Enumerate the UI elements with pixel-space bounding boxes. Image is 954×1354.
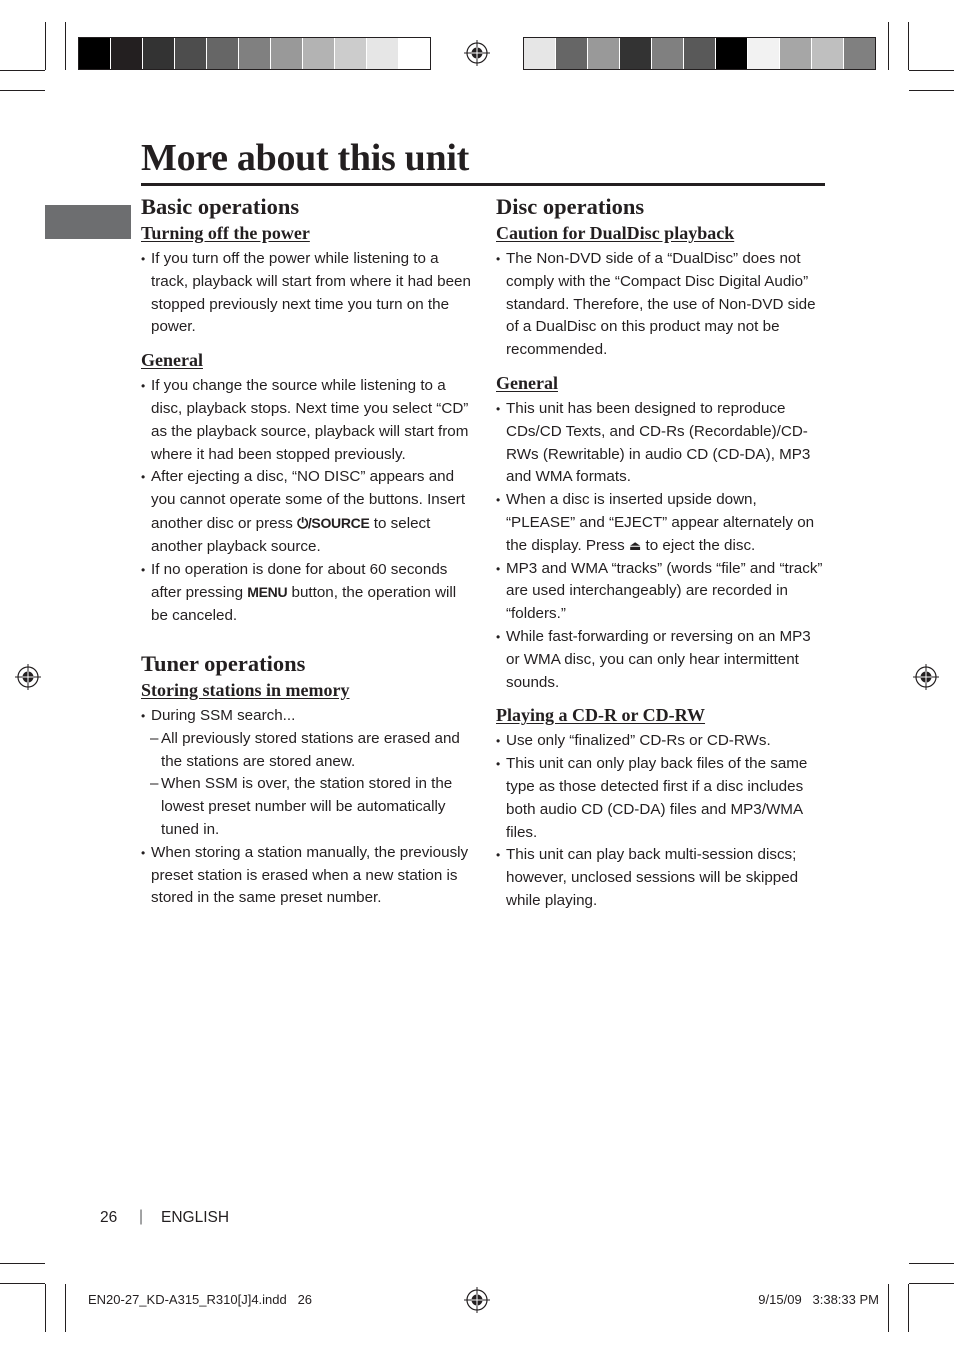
subheading-general: General: [496, 372, 558, 393]
slug-file-info: EN20-27_KD-A315_R310[J]4.indd 26: [88, 1292, 313, 1307]
color-swatch: [111, 38, 143, 69]
registration-mark-icon: [15, 664, 41, 690]
crop-mark: [888, 22, 889, 70]
bullet-item: • While fast-forwarding or reversing on an MP3 or WMA disc, you can only hear intermittent sounds.: [496, 626, 828, 694]
color-swatch: [588, 38, 620, 69]
bullet-text: to select another playback source.: [151, 514, 431, 555]
language-side-tab: [45, 205, 131, 239]
color-swatch: [367, 38, 399, 69]
color-swatch: [844, 38, 875, 69]
color-swatch: [239, 38, 271, 69]
registration-mark-icon: [464, 1287, 490, 1313]
crop-mark: [45, 22, 46, 70]
footer-language: ENGLISH: [161, 1209, 230, 1226]
bullet-list: [496, 730, 828, 912]
color-swatch: [399, 38, 430, 69]
color-swatch: [175, 38, 207, 69]
crop-mark: [0, 70, 45, 71]
subheading-turning-off-power: Turning off the power: [141, 223, 310, 243]
crop-mark: [65, 22, 66, 70]
bullet-item: • During SSM search...: [141, 705, 473, 728]
crop-mark: [909, 70, 954, 71]
color-swatch: [271, 38, 303, 69]
crop-mark: [888, 1284, 889, 1332]
dash-item: – All previously stored stations are erased and the stations are stored anew.: [141, 728, 473, 774]
title-rule: [141, 183, 825, 186]
eject-icon: ⏏: [628, 537, 642, 553]
color-swatch: [812, 38, 844, 69]
color-swatch: [748, 38, 780, 69]
bullet-list: [141, 375, 473, 628]
subheading-dualdisc-caution: Caution for DualDisc playback: [496, 223, 735, 243]
color-swatch: [620, 38, 652, 69]
slug-date-info: 9/15/09 3:38:33 PM: [758, 1292, 879, 1307]
registration-mark-icon: [913, 664, 939, 690]
bullet-list: [141, 248, 473, 339]
crop-mark: [0, 1263, 45, 1264]
bullet-item: [141, 466, 473, 558]
subheading-storing-stations: Storing stations in memory: [141, 679, 350, 700]
bullet-list: [496, 398, 828, 694]
color-calibration-bar-left: [78, 37, 431, 70]
section-heading-disc-operations: Disc operations: [496, 194, 645, 219]
bullet-text: to eject the disc.: [645, 536, 756, 554]
color-swatch: [207, 38, 239, 69]
footer-separator: |: [139, 1208, 144, 1225]
bullet-item: • This unit can play back multi-session discs; however, unclosed sessions will be skipped while playing.: [496, 844, 828, 912]
crop-mark: [909, 1263, 954, 1264]
page-title: More about this unit: [141, 137, 469, 179]
color-swatch: [556, 38, 588, 69]
bullet-text: If no operation is done for about 60 seconds after pressing: [151, 560, 448, 602]
registration-mark-icon: [464, 40, 490, 66]
bullet-list: [141, 705, 473, 910]
color-swatch: [524, 38, 556, 69]
bullet-item: • MP3 and WMA “tracks” (words “file” and “track” are used interchangeably) are recorded in “folders.”: [496, 558, 828, 626]
left-column: [141, 193, 473, 910]
section-heading-basic-operations: Basic operations: [141, 194, 300, 219]
color-swatch: [335, 38, 367, 69]
bullet-list: [496, 248, 828, 362]
crop-mark: [65, 1284, 66, 1332]
bullet-item: • This unit has been designed to reproduce CDs/CD Texts, and CD-Rs (Recordable)/CD-RWs (Rewritable) in audio CD (CD-DA), MP3 and WMA formats.: [496, 398, 828, 489]
color-swatch: [303, 38, 335, 69]
bullet-item: • When storing a station manually, the previously preset station is erased when a new station is stored in the same preset number.: [141, 842, 473, 910]
crop-mark: [908, 22, 909, 70]
subheading-general: General: [141, 350, 203, 371]
bullet-item: • If you turn off the power while listening to a track, playback will start from where it had been stopped previously next time you turn on the power.: [141, 248, 473, 339]
bullet-item: • The Non-DVD side of a “DualDisc” does not comply with the “Compact Disc Digital Audio” standard. Therefore, the use of Non-DVD side of a DualDisc on this product may not be recommended.: [496, 248, 828, 362]
bullet-text: button, the operation will be canceled.: [151, 584, 457, 625]
bullet-item: [141, 559, 473, 628]
color-swatch: [143, 38, 175, 69]
color-swatch: [652, 38, 684, 69]
color-swatch: [780, 38, 812, 69]
bullet-item: • This unit can only play back files of the same type as those detected first if a disc includes both audio CD (CD-DA) files and MP3/WMA files.: [496, 753, 828, 844]
crop-mark: [45, 1284, 46, 1332]
crop-mark: [908, 1284, 909, 1332]
bullet-item: • Use only “finalized” CD-Rs or CD-RWs.: [496, 730, 828, 753]
color-swatch: [79, 38, 111, 69]
menu-key-label: MENU: [247, 584, 288, 601]
section-heading-tuner-operations: Tuner operations: [141, 650, 306, 676]
right-column: [496, 193, 828, 913]
crop-mark: [909, 90, 954, 91]
bullet-item: [496, 489, 828, 557]
crop-mark: [0, 90, 45, 91]
crop-mark: [0, 1283, 45, 1284]
dash-item: – When SSM is over, the station stored in the lowest preset number will be automatically tuned in.: [141, 773, 473, 841]
power-source-key-label: ⏻/SOURCE: [297, 514, 370, 531]
color-swatch: [684, 38, 716, 69]
bullet-text: When a disc is inserted upside down, “PLEASE” and “EJECT” appear alternately on the display. Press: [506, 491, 815, 554]
bullet-item: • If you change the source while listening to a disc, playback stops. Next time you select “CD” as the playback source, playback will start from where it had been stopped previously.: [141, 375, 473, 466]
color-swatch: [716, 38, 748, 69]
page-number: 26: [100, 1209, 118, 1226]
crop-mark: [909, 1283, 954, 1284]
subheading-playing-cdr: Playing a CD-R or CD-RW: [496, 705, 706, 726]
bullet-text: After ejecting a disc, “NO DISC” appears and you cannot operate some of the buttons. Insert another disc or press: [151, 468, 466, 532]
color-calibration-bar-right: [523, 37, 876, 70]
